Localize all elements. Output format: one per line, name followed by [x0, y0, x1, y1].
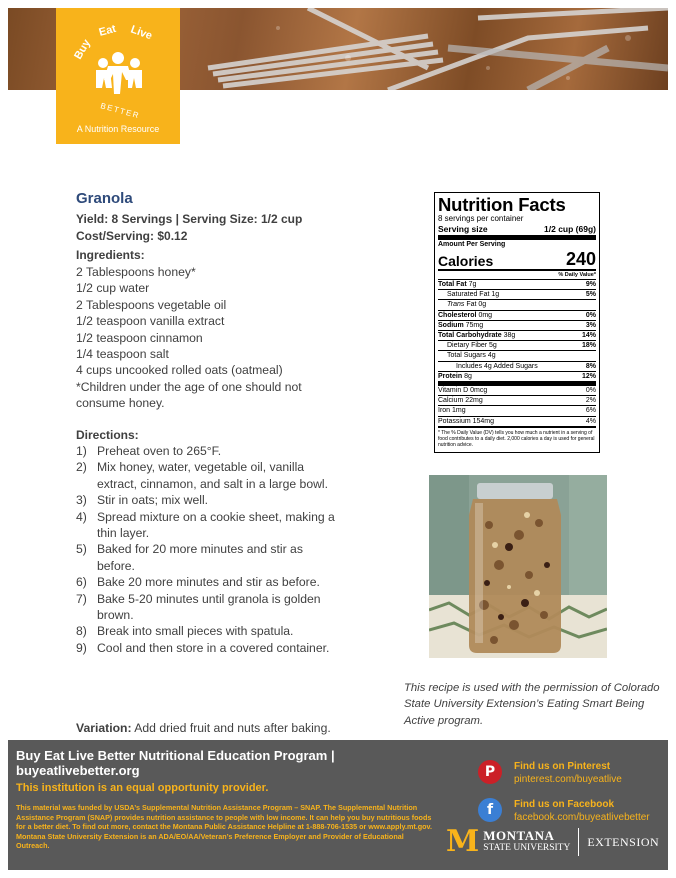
nf-row-vitamin-d: Vitamin D 0mcg 0%: [438, 381, 596, 395]
facebook-url[interactable]: facebook.com/buyeatlivebetter: [514, 812, 650, 823]
ingredients-list: [76, 264, 336, 412]
facebook-title: Find us on Facebook: [514, 799, 615, 810]
recipe-cost: Cost/Serving: $0.12: [76, 229, 188, 243]
nutrition-facts-label: [434, 192, 600, 453]
direction-step: 2) Mix honey, water, vegetable oil, vanilla extract, cinnamon, and salt in a large bowl.: [76, 460, 329, 491]
nf-row-iron: Iron 1mg 6%: [438, 407, 596, 415]
msu-name-line1: MONTANA: [483, 828, 555, 843]
svg-text:Live: Live: [128, 23, 154, 43]
nf-row-sugars: Total Sugars 4g: [438, 350, 596, 360]
recipe-credit: This recipe is used with the permission of Colorado State University Extension’s Eating Smart Being Active program.: [404, 682, 660, 727]
granola-jar-photo: [429, 475, 607, 658]
ingredient-item: 2 Tablespoons vegetable oil: [76, 297, 227, 312]
nf-row-added-sugars: Includes 4g Added Sugars 8%: [438, 361, 596, 371]
equal-opportunity-statement: This institution is an equal opportunity provider.: [16, 782, 269, 794]
ingredient-item: 1/4 teaspoon salt: [76, 347, 169, 362]
footer: [8, 740, 668, 870]
ingredient-item: 1/2 cup water: [76, 281, 150, 296]
program-name: Buy Eat Live Better Nutritional Education Program | buyeatlivebetter.org: [16, 748, 335, 778]
svg-text:BETTER: BETTER: [99, 101, 141, 118]
ingredient-item: 1/2 teaspoon cinnamon: [76, 330, 203, 345]
nf-row-potassium: Potassium 154mg 4%: [438, 417, 596, 425]
directions-heading: Directions:: [76, 428, 139, 442]
nf-row-cholesterol: Cholesterol 0mg 0%: [438, 311, 596, 319]
honey-note: *Children under the age of one should not consume honey.: [76, 379, 302, 411]
svg-text:Eat: Eat: [97, 22, 118, 39]
svg-text:Buy: Buy: [72, 37, 93, 62]
logo-tagline: A Nutrition Resource: [76, 124, 160, 134]
facebook-link[interactable]: [478, 798, 650, 824]
msu-extension-logo: [446, 824, 660, 859]
nf-row-calcium: Calcium 22mg 2%: [438, 397, 596, 405]
ingredients-heading: Ingredients:: [76, 248, 145, 262]
daily-value-header: % Daily Value*: [438, 269, 596, 279]
recipe-title: Granola: [76, 190, 133, 207]
direction-step: 5) Baked for 20 more minutes and stir as before.: [76, 542, 303, 573]
direction-step: 1) Preheat oven to 265°F.: [76, 444, 222, 458]
msu-name-line2: STATE UNIVERSITY: [483, 843, 571, 853]
extension-label: EXTENSION: [587, 834, 660, 849]
pinterest-url[interactable]: pinterest.com/buyeatlive: [514, 774, 622, 785]
buy-eat-live-better-logo: [56, 8, 180, 144]
recipe-meta: [76, 211, 302, 245]
logo-figures-icon: [56, 8, 180, 118]
nf-row-sodium: Sodium 75mg 3%: [438, 321, 596, 329]
direction-step: 9) Cool and then store in a covered container.: [76, 640, 330, 655]
nutrition-footnote: * The % Daily Value (DV) tells you how much a nutrient in a serving of food contributes to a daily diet. 2,000 calories a day is used for general nutrition advice.: [438, 426, 596, 448]
nf-row-carbohydrate: Total Carbohydrate 38g 14%: [438, 332, 596, 340]
msu-m-icon: M: [446, 824, 480, 859]
direction-step: 7) Bake 5-20 minutes until granola is golden brown.: [76, 591, 321, 623]
amount-per-serving: Amount Per Serving: [438, 235, 596, 250]
direction-step: 8) Break into small pieces with spatula.: [76, 624, 294, 639]
pinterest-link[interactable]: [478, 760, 622, 786]
servings-per-container: 8 servings per container: [438, 214, 524, 223]
nf-row-fiber: Dietary Fiber 5g 18%: [438, 340, 596, 350]
facebook-icon: f: [478, 798, 502, 822]
serving-size-row: Serving size 1/2 cup (69g): [438, 224, 596, 234]
pinterest-title: Find us on Pinterest: [514, 761, 611, 772]
nf-row-trans-fat: Trans Fat 0g: [438, 299, 596, 309]
funding-statement: This material was funded by USDA’s Supplemental Nutrition Assistance Program – SNAP. The Supplemental Nutrition Assistance Program (SNAP) provides nutrition assistance to people with low income. It can help you buy nutritious foods for a better diet. To find out more, contact the Montana Public Assistance Helpline at 1-888-706-1535 or www.apply.mt.gov. Montana State University Extension is an ADA/EO/AA/Veteran’s Preference Employer and Provider of Educational Outreach.: [16, 803, 433, 851]
recipe-yield: Yield: 8 Servings | Serving Size: 1/2 cup: [76, 212, 303, 226]
nf-row-total-fat: Total Fat 7g 9%: [438, 281, 596, 288]
directions-list: [76, 443, 338, 656]
nutrition-facts-title: Nutrition Facts: [438, 194, 566, 215]
footer-info: [8, 740, 446, 870]
calories-row: Calories 240: [438, 249, 596, 269]
ingredient-item: 4 cups uncooked rolled oats (oatmeal): [76, 363, 283, 378]
nf-row-saturated-fat: Saturated Fat 1g 5%: [438, 289, 596, 299]
pinterest-icon: P: [478, 760, 502, 784]
nf-row-protein: Protein 8g 12%: [438, 372, 596, 380]
variation-label: Variation:: [76, 721, 132, 735]
variation-note: [76, 721, 331, 735]
direction-step: 6) Bake 20 more minutes and stir as before.: [76, 575, 320, 590]
logo-divider: [578, 828, 579, 856]
variation-text: Add dried fruit and nuts after baking.: [131, 721, 331, 735]
ingredient-item: 1/2 teaspoon vanilla extract: [76, 314, 225, 329]
direction-step: 4) Spread mixture on a cookie sheet, making a thin layer.: [76, 509, 335, 541]
direction-step: 3) Stir in oats; mix well.: [76, 493, 209, 508]
ingredient-item: 2 Tablespoons honey*: [76, 265, 196, 279]
